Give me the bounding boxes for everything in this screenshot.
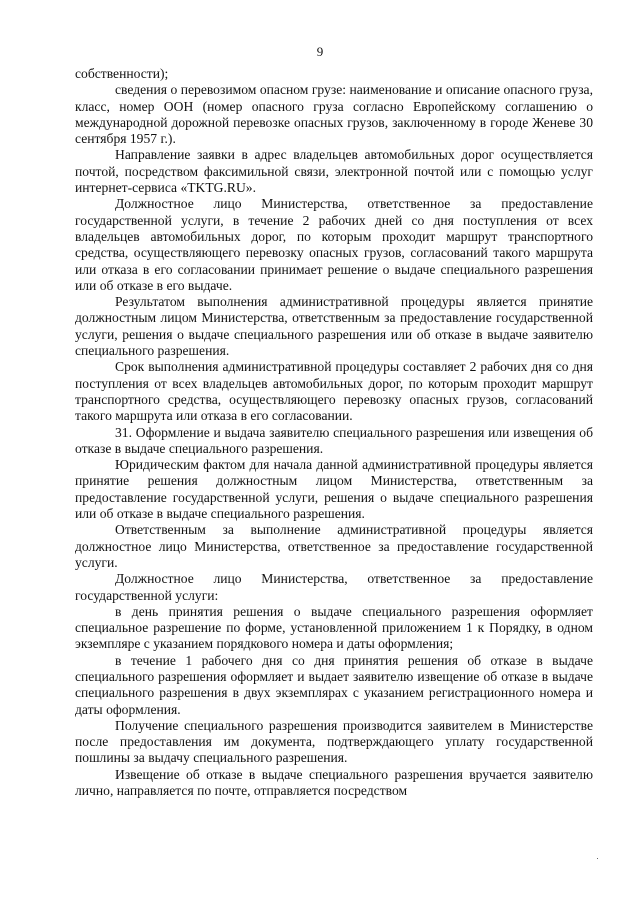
paragraph-ownership: собственности); [75,66,169,81]
paragraph-official-decision: Должностное лицо Министерства, ответственное за предоставление государственной услуги, в течение 2 рабочих дней со дня поступления от всех владельцев автомобильных дорог, по которым проходит маршрут транспортного средства, осуществляющего перевозку опасных грузов, согласований такого маршрута или отказа в его согласовании принимает решение о выдаче специального разрешения или об отказе в его выдаче. [75,196,593,293]
page-number: 9 [316,44,324,59]
paragraph-application-delivery: Направление заявки в адрес владельцев автомобильных дорог осуществляется почтой, посредством факсимильной связи, электронной почтой или с помощью услуг интернет-сервиса «TKTG.RU». [75,147,593,196]
paragraph-issue-permit: в день принятия решения о выдаче специального разрешения оформляет специальное разрешение по форме, установленной приложением 1 к Порядку, в одном экземпляре с указанием порядкового номера и даты оформления; [75,603,593,652]
paragraph-refusal-notice: в течение 1 рабочего дня со дня принятия решения об отказе в выдаче специального разрешения оформляет и выдает заявителю извещение об отказе в выдаче специального разрешения в двух экземплярах с указанием регистрационного номера и даты оформления. [75,652,593,717]
paragraph-legal-fact: Юридическим фактом для начала данной административной процедуры является принятие решения должностным лицом Министерства, ответственным за предоставление государственной услуги, решения о выдаче специального разрешения или об отказе в выдаче специального разрешения. [75,457,593,522]
paragraph-official-duties: Должностное лицо Министерства, ответственное за предоставление государственной услуги: [75,571,593,603]
scan-speck [597,858,598,859]
paragraph-item-31: 31. Оформление и выдача заявителю специального разрешения или извещения об отказе в выдаче специального разрешения. [75,424,593,456]
paragraph-permit-receipt: Получение специального разрешения производится заявителем в Министерстве после предоставления им документа, подтверждающего уплату государственной пошлины за выдачу специального разрешения. [75,717,593,766]
document-body [75,66,593,799]
paragraph-procedure-term: Срок выполнения административной процедуры составляет 2 рабочих дня со дня поступления от всех владельцев автомобильных дорог, по которым проходит маршрут транспортного средства, осуществляющего перевозку опасных грузов, согласований такого маршрута или отказа в его согласовании. [75,359,593,424]
paragraph-procedure-result: Результатом выполнения административной процедуры является принятие должностным лицом Министерства, ответственным за предоставление государственной услуги, решения о выдаче специального разрешения или об отказе в выдаче заявителю специального разрешения. [75,294,593,359]
paragraph-cargo-info: сведения о перевозимом опасном грузе: наименование и описание опасного груза, класс, номер ООН (номер опасного груза согласно Европейскому соглашению о международной дорожной перевозке опасных грузов, заключенному в городе Женеве 30 сентября 1957 г.). [75,82,593,147]
paragraph-refusal-delivery: Извещение об отказе в выдаче специального разрешения вручается заявителю лично, направляется по почте, отправляется посредством [75,766,593,799]
paragraph-responsible-person: Ответственным за выполнение административной процедуры является должностное лицо Министерства, ответственное за предоставление государственной услуги. [75,522,593,570]
